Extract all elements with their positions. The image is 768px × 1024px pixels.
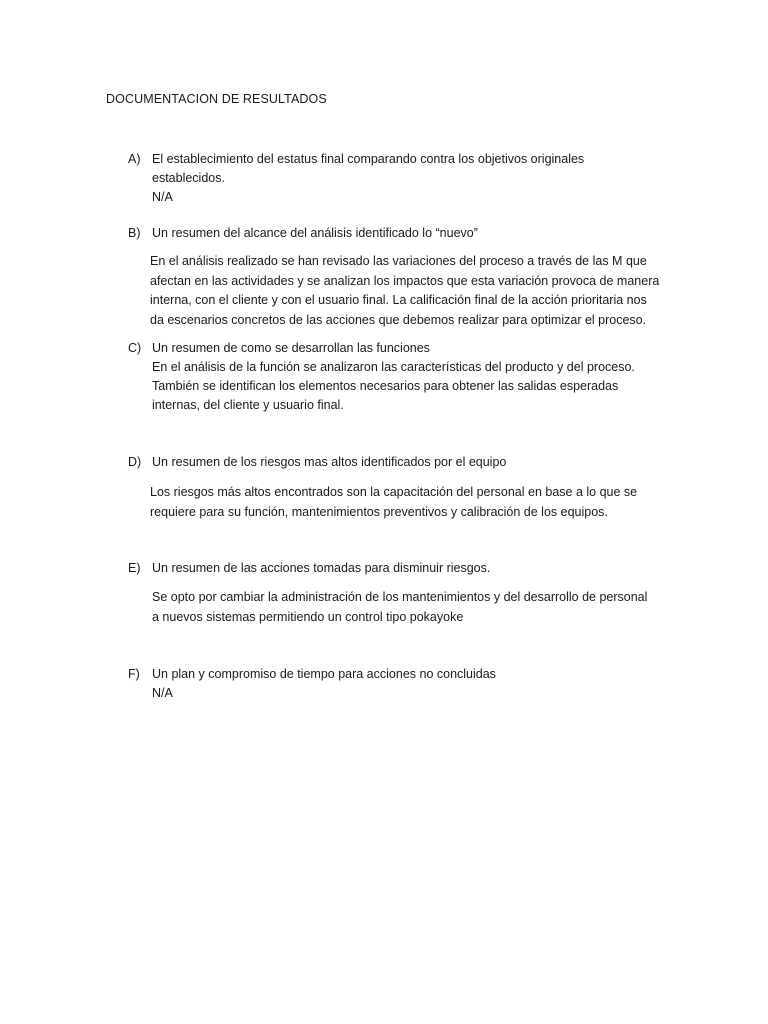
section-heading-line: Un resumen del alcance del análisis identificado lo “nuevo”	[152, 226, 478, 240]
section-heading-line: Un resumen de los riesgos mas altos identificados por el equipo	[152, 455, 507, 469]
section-b	[128, 224, 668, 243]
answer-line: Los riesgos más altos encontrados son la capacitación del personal en base a lo que se	[150, 485, 638, 499]
section-answer: N/A	[152, 686, 173, 700]
section-content	[152, 150, 668, 207]
section-letter: F)	[128, 667, 140, 681]
section-a	[128, 150, 668, 207]
answer-line: También se identifican los elementos necesarios para obtener las salidas esperadas	[152, 379, 619, 393]
answer-line: En el análisis de la función se analizaron las características del producto y del proceso.	[152, 360, 635, 374]
section-content	[152, 559, 668, 578]
section-letter: E)	[128, 561, 141, 575]
section-b-answer	[128, 252, 668, 330]
section-c	[128, 339, 668, 415]
section-letter: B)	[128, 226, 141, 240]
section-content	[152, 339, 668, 415]
answer-line: Se opto por cambiar la administración de los mantenimientos y del desarrollo de personal	[152, 590, 648, 604]
section-d	[128, 453, 668, 472]
section-d-answer	[128, 483, 668, 522]
section-content	[152, 453, 668, 472]
section-heading-line: Un resumen de como se desarrollan las funciones	[152, 341, 430, 355]
document-title: DOCUMENTACION DE RESULTADOS	[106, 92, 327, 106]
section-heading-line: Un plan y compromiso de tiempo para acciones no concluidas	[152, 667, 496, 681]
answer-line: a nuevos sistemas permitiendo un control tipo pokayoke	[152, 609, 464, 624]
answer-line: En el análisis realizado se han revisado las variaciones del proceso a través de las M que	[150, 254, 647, 268]
answer-line: interna, con el cliente y con el usuario final. La calificación final de la acción prioritaria nos	[150, 293, 647, 307]
section-letter: C)	[128, 341, 142, 355]
section-answer: N/A	[152, 190, 173, 204]
section-letter: A)	[128, 152, 141, 166]
section-answer-paragraph	[150, 483, 660, 522]
answer-line: internas, del cliente y usuario final.	[152, 398, 344, 412]
section-e	[128, 559, 668, 578]
section-answer-paragraph	[150, 252, 660, 330]
section-heading-line: El establecimiento del estatus final comparando contra los objetivos originales	[152, 152, 585, 166]
section-content	[152, 224, 668, 243]
section-content	[152, 665, 668, 703]
section-letter: D)	[128, 455, 142, 469]
section-e-answer	[128, 588, 668, 627]
section-answer-paragraph	[152, 588, 662, 627]
answer-line: afectan en las actividades y se analizan los impactos que esta variación provoca de manera	[150, 273, 660, 288]
section-heading-line: establecidos.	[152, 171, 225, 185]
answer-line: requiere para su función, mantenimientos preventivos y calibración de los equipos.	[150, 504, 608, 519]
answer-line: da escenarios concretos de las acciones que debemos realizar para optimizar el proceso.	[150, 312, 647, 327]
section-heading-line: Un resumen de las acciones tomadas para disminuir riesgos.	[152, 561, 491, 575]
section-f	[128, 665, 668, 703]
